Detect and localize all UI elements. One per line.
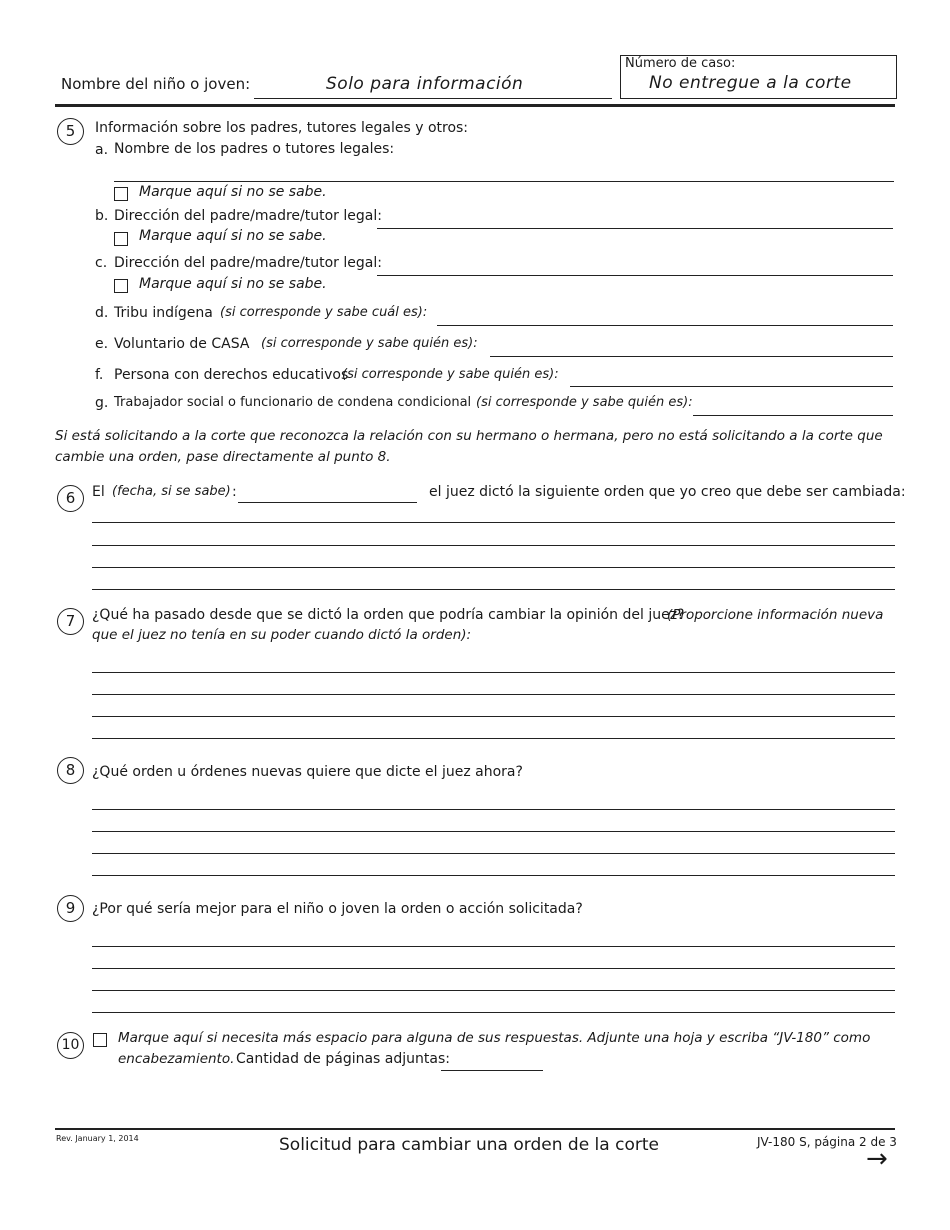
answer-line[interactable] bbox=[92, 968, 895, 969]
answer-line[interactable] bbox=[92, 738, 895, 739]
education-rights-field[interactable] bbox=[570, 386, 893, 387]
item-number-6: 6 bbox=[57, 485, 84, 512]
answer-line[interactable] bbox=[92, 672, 895, 673]
item-number-5: 5 bbox=[57, 118, 84, 145]
answer-line[interactable] bbox=[92, 990, 895, 991]
item-number-10: 10 bbox=[57, 1032, 84, 1059]
item-6-suffix: el juez dictó la siguiente orden que yo creo que debe ser cambiada: bbox=[429, 484, 906, 500]
item-9-question: ¿Por qué sería mejor para el niño o joven la orden o acción solicitada? bbox=[92, 901, 583, 917]
item-5c-label: Dirección del padre/madre/tutor legal: bbox=[114, 255, 382, 271]
item-5g-note: (si corresponde y sabe quién es): bbox=[476, 395, 693, 410]
instruction-line-1: Si está solicitando a la corte que reconozca la relación con su hermano o hermana, pero no está solicitando a la corte que bbox=[55, 428, 883, 444]
answer-line[interactable] bbox=[92, 946, 895, 947]
item-6-date-note: (fecha, si se sabe) bbox=[112, 484, 231, 499]
answer-line[interactable] bbox=[92, 831, 895, 832]
item-8-question: ¿Qué orden u órdenes nuevas quiere que dicte el juez ahora? bbox=[92, 764, 523, 780]
parents-name-field[interactable] bbox=[114, 181, 894, 182]
item-number-7: 7 bbox=[57, 608, 84, 635]
answer-line[interactable] bbox=[92, 522, 895, 523]
item-5b-label: Dirección del padre/madre/tutor legal: bbox=[114, 208, 382, 224]
item-5a-label: Nombre de los padres o tutores legales: bbox=[114, 141, 395, 157]
item-10-pages-label: Cantidad de páginas adjuntas: bbox=[236, 1051, 450, 1067]
attached-pages-field[interactable] bbox=[441, 1070, 543, 1071]
case-number-label: Número de caso: bbox=[625, 56, 736, 71]
next-page-arrow-icon: → bbox=[866, 1144, 888, 1174]
item-5f-label: Persona con derechos educativos bbox=[114, 367, 349, 383]
unknown-label-5c: Marque aquí si no se sabe. bbox=[139, 276, 327, 292]
unknown-label-5b: Marque aquí si no se sabe. bbox=[139, 228, 327, 244]
item-number-9: 9 bbox=[57, 895, 84, 922]
answer-line[interactable] bbox=[92, 589, 895, 590]
item-number-8: 8 bbox=[57, 757, 84, 784]
footer-rule bbox=[55, 1128, 895, 1130]
item-5e-letter: e. bbox=[95, 336, 109, 352]
unknown-checkbox-5a[interactable] bbox=[114, 187, 128, 201]
item-7-question: ¿Qué ha pasado desde que se dictó la orden que podría cambiar la opinión del juez? bbox=[92, 607, 685, 623]
item-5-intro: Información sobre los padres, tutores legales y otros: bbox=[95, 120, 469, 136]
revision-date: Rev. January 1, 2014 bbox=[56, 1134, 139, 1143]
item-5e-label: Voluntario de CASA bbox=[114, 336, 250, 352]
form-title: Solicitud para cambiar una orden de la corte bbox=[279, 1135, 659, 1155]
answer-line[interactable] bbox=[92, 545, 895, 546]
answer-line[interactable] bbox=[92, 1012, 895, 1013]
answer-line[interactable] bbox=[92, 853, 895, 854]
case-number-value: No entregue a la corte bbox=[649, 73, 852, 93]
unknown-label-5a: Marque aquí si no se sabe. bbox=[139, 184, 327, 200]
tribe-field[interactable] bbox=[437, 325, 893, 326]
item-5g-label: Trabajador social o funcionario de condena condicional bbox=[114, 395, 472, 410]
answer-line[interactable] bbox=[92, 694, 895, 695]
unknown-checkbox-5c[interactable] bbox=[114, 279, 128, 293]
case-number-box[interactable] bbox=[620, 55, 897, 99]
order-date-field[interactable] bbox=[238, 502, 417, 503]
casa-volunteer-field[interactable] bbox=[490, 356, 893, 357]
item-5c-letter: c. bbox=[95, 255, 108, 271]
item-5e-note: (si corresponde y sabe quién es): bbox=[261, 336, 478, 351]
instruction-line-2: cambie una orden, pase directamente al punto 8. bbox=[55, 449, 391, 465]
item-5d-label: Tribu indígena bbox=[114, 305, 213, 321]
child-name-field[interactable] bbox=[254, 70, 612, 99]
answer-line[interactable] bbox=[92, 567, 895, 568]
header-rule bbox=[55, 104, 895, 107]
item-6-colon: : bbox=[232, 484, 237, 500]
item-5b-letter: b. bbox=[95, 208, 109, 224]
item-5d-note: (si corresponde y sabe cuál es): bbox=[220, 305, 428, 320]
form-page-number: JV-180 S, página 2 de 3 bbox=[757, 1135, 897, 1149]
answer-line[interactable] bbox=[92, 875, 895, 876]
item-10-line-2-italic: encabezamiento. bbox=[118, 1051, 235, 1067]
social-worker-field[interactable] bbox=[693, 415, 893, 416]
item-10-line-1: Marque aquí si necesita más espacio para alguna de sus respuestas. Adjunte una hoja y escriba “JV-180” como bbox=[118, 1030, 871, 1046]
child-name-value: Solo para información bbox=[326, 74, 524, 94]
item-5d-letter: d. bbox=[95, 305, 109, 321]
item-5f-letter: f. bbox=[95, 367, 104, 383]
item-5a-letter: a. bbox=[95, 142, 109, 158]
more-space-checkbox[interactable] bbox=[93, 1033, 107, 1047]
parent-address-b-field[interactable] bbox=[377, 228, 893, 229]
item-7-note-1: (Proporcione información nueva bbox=[667, 607, 884, 623]
child-name-label: Nombre del niño o joven: bbox=[61, 75, 251, 93]
answer-line[interactable] bbox=[92, 809, 895, 810]
item-5g-letter: g. bbox=[95, 395, 109, 411]
item-6-prefix: El bbox=[92, 484, 105, 500]
item-7-note-2: que el juez no tenía en su poder cuando dictó la orden): bbox=[92, 627, 472, 643]
parent-address-c-field[interactable] bbox=[377, 275, 893, 276]
unknown-checkbox-5b[interactable] bbox=[114, 232, 128, 246]
answer-line[interactable] bbox=[92, 716, 895, 717]
item-5f-note: (si corresponde y sabe quién es): bbox=[342, 367, 559, 382]
